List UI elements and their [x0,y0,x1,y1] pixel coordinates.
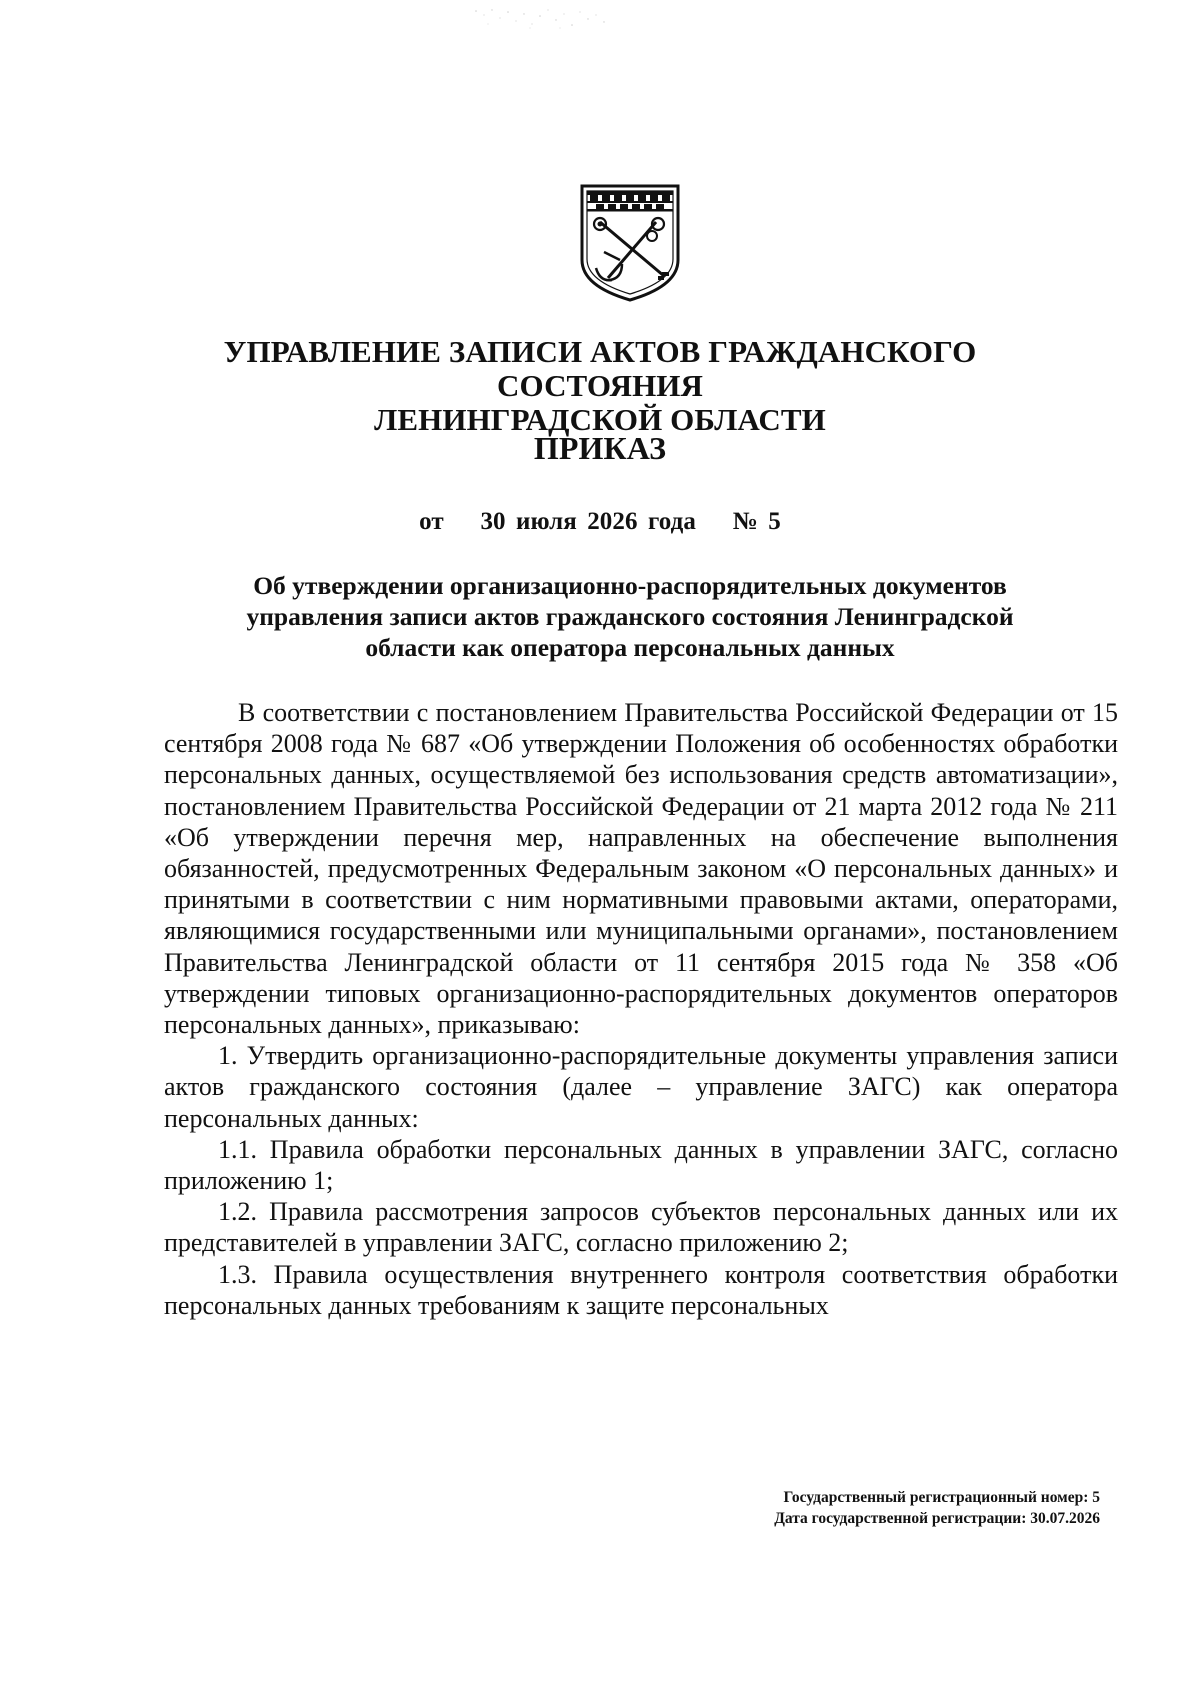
date-prefix: от [419,508,444,535]
order-date-line [120,505,1080,539]
subject-line-3: области как оператора персональных данных [365,633,895,662]
item-1-paragraph: 1. Утвердить организационно-распорядительные документы управления записи актов гражданского состояния (далее – управление ЗАГС) как оператора персональных данных: [164,1041,1118,1133]
subject-line-2: управления записи актов гражданского состояния Ленинградской [246,602,1014,631]
organization-title [120,335,1080,437]
coat-of-arms-icon [578,182,682,304]
organization-title-line-2: ЛЕНИНГРАДСКОЙ ОБЛАСТИ [374,402,826,437]
order-date: 30 июля 2026 года [480,508,696,535]
order-title: ПРИКАЗ [533,430,667,466]
subject-line-1: Об утверждении организационно-распорядительных документов [253,571,1007,600]
order-body [164,697,1118,1321]
item-1-2-paragraph: 1.2. Правила рассмотрения запросов субъектов персональных данных или их представителей в управлении ЗАГС, согласно приложению 2; [164,1197,1118,1258]
registration-stamp [690,1487,1100,1529]
scan-artifact [470,6,610,32]
item-1-3-paragraph: 1.3. Правила осуществления внутреннего контроля соответствия обработки персональных данных требованиям к защите персональных [164,1259,1118,1320]
preamble-paragraph: В соответствии с постановлением Правительства Российской Федерации от 15 сентября 2008 года № 687 «Об утверждении Положения об особенностях обработки персональных данных, осуществляемой без использования средств автоматизации», постановлением Правительства Российской Федерации от 21 марта 2012 года № 211 «Об утверждении перечня мер, направленных на обеспечение выполнения обязанностей, предусмотренных Федеральным законом «О персональных данных» и принятыми в соответствии с ним нормативными правовыми актами, операторами, являющимися государственными или муниципальными органами», постановлением Правительства Ленинградской области от 11 сентября 2015 года № 358 «Об утверждении типовых организационно-распорядительных документов операторов персональных данных», приказываю: [164,698,1118,1040]
organization-title-line-1: УПРАВЛЕНИЕ ЗАПИСИ АКТОВ ГРАЖДАНСКОГО СОСТОЯНИЯ [223,334,977,403]
order-subject [180,570,1080,663]
registration-date: Дата государственной регистрации: 30.07.2026 [774,1510,1100,1527]
item-1-1-paragraph: 1.1. Правила обработки персональных данных в управлении ЗАГС, согласно приложению 1; [164,1134,1118,1196]
order-number: № 5 [732,508,781,535]
registration-number: Государственный регистрационный номер: 5 [783,1489,1100,1506]
